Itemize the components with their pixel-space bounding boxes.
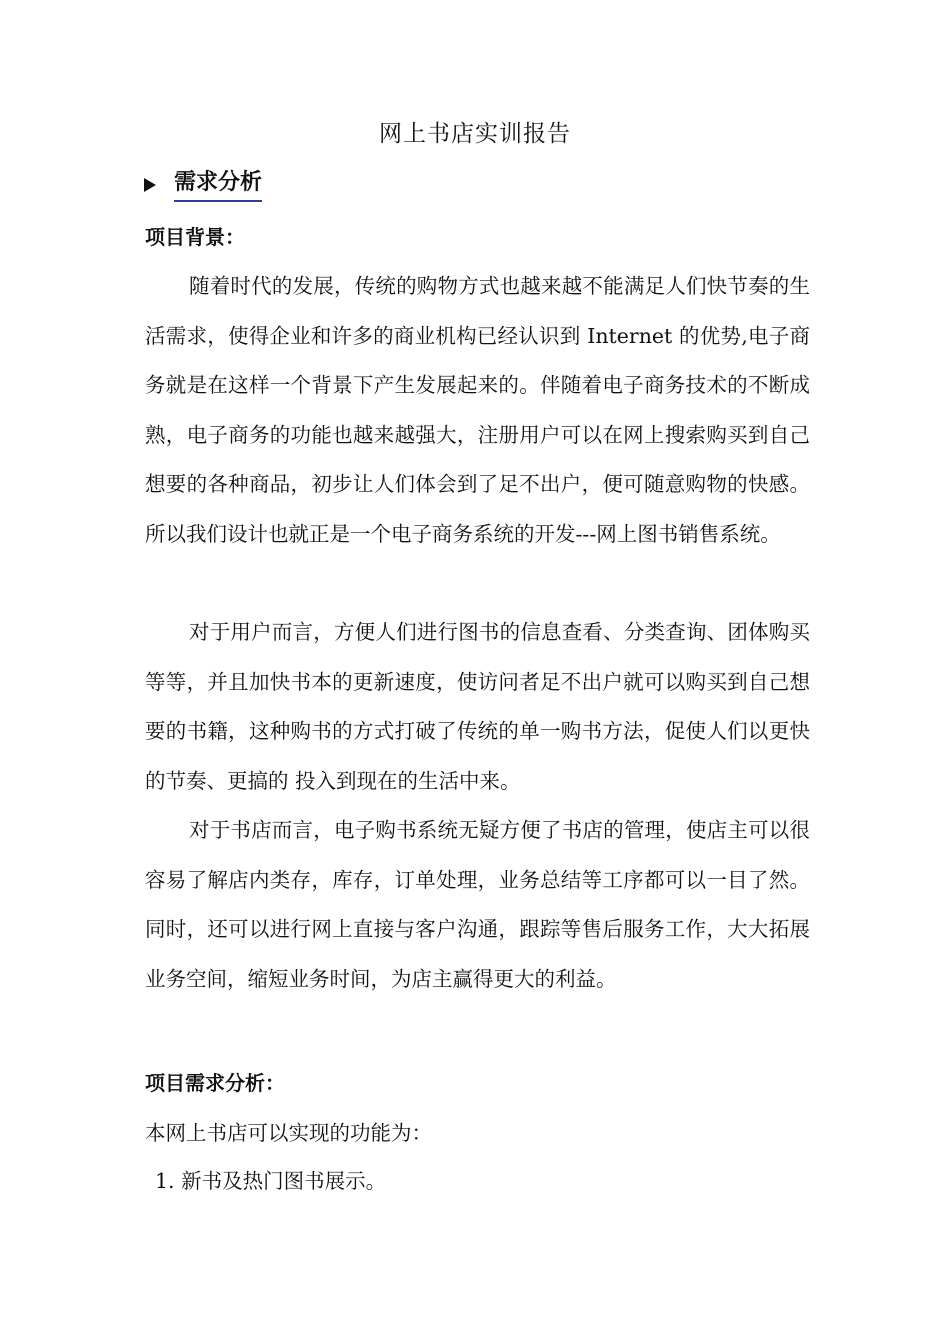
section-heading-text: 需求分析 [174, 168, 262, 202]
requirements-heading: 项目需求分析： [145, 1071, 285, 1095]
section-heading [144, 167, 262, 203]
requirements-intro: 本网上书店可以实现的功能为： [145, 1121, 432, 1145]
arrowhead-bullet-icon [144, 178, 156, 192]
background-paragraph-3: 对于书店而言，电子购书系统无疑方便了书店的管理，使店主可以很容易了解店内类存，库存，订单处理，业务总结等工序都可以一目了然。同时，还可以进行网上直接与客户沟通，跟踪等售后服务工作，大大拓展业务空间，缩短业务时间，为店主赢得更大的利益。 [145, 818, 810, 991]
background-paragraph-1: 随着时代的发展，传统的购物方式也越来越不能满足人们快节奏的生活需求，使得企业和许多的商业机构已经认识到 Internet 的优势,电子商务就是在这样一个背景下产生发展起来的。伴随着电子商务技术的不断成熟，电子商务的功能也越来越强大，注册用户可以在网上搜索购买到自己想要的各种商品，初步让人们体会到了足不出户，便可随意购物的快感。所以我们设计也就正是一个电子商务系统的开发---网上图书销售系统。 [145, 274, 810, 546]
background-heading: 项目背景： [145, 225, 245, 249]
background-paragraph-2: 对于用户而言，方便人们进行图书的信息查看、分类查询、团体购买等等，并且加快书本的更新速度，使访问者足不出户就可以购买到自己想要的书籍，这种购书的方式打破了传统的单一购书方法，促使人们以更快的节奏、更搞的 投入到现在的生活中来。 [145, 620, 810, 793]
document-title: 网上书店实训报告 [379, 121, 571, 147]
list-item: 1. 新书及热门图书展示。 [155, 1169, 387, 1193]
